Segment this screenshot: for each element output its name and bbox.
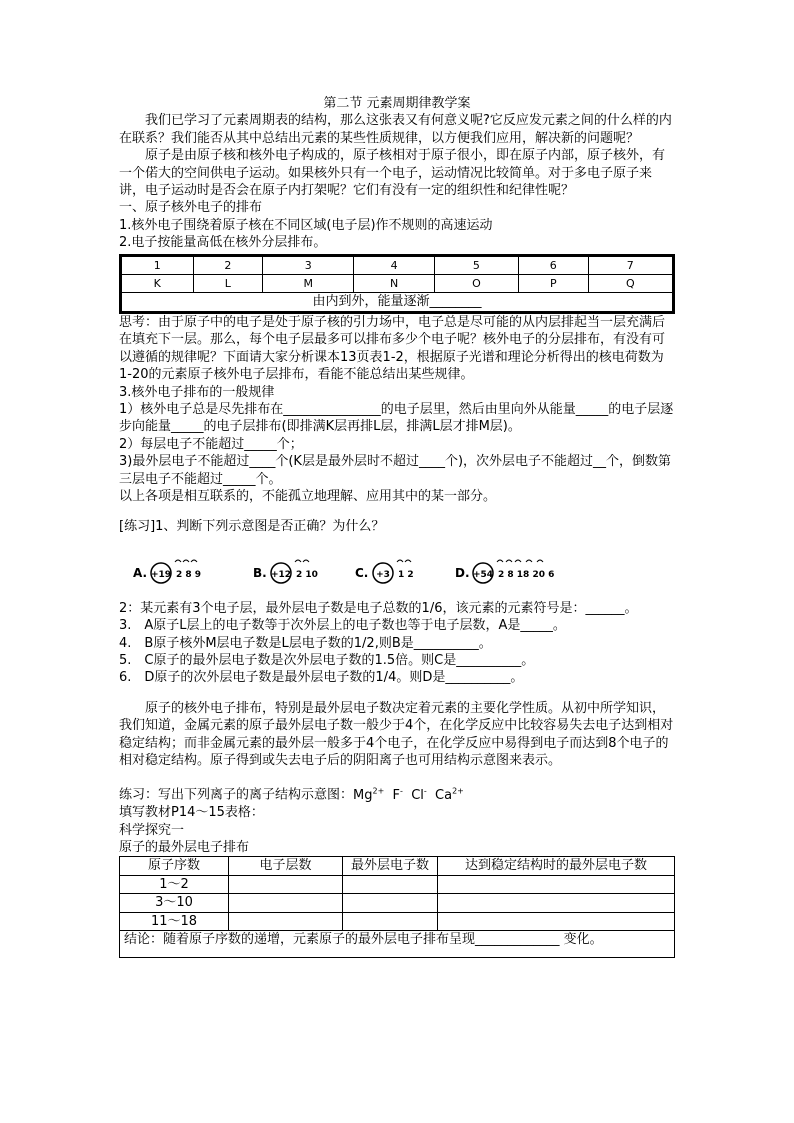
table-header: 达到稳定结构时的最外层电子数 — [438, 857, 675, 875]
exercise-line — [119, 782, 675, 804]
table-title: 原子的最外层电子排布 — [119, 839, 250, 855]
table-cell — [438, 912, 675, 930]
ion-ca: $Ca^{2+}$ — [435, 786, 464, 803]
table-cell — [229, 912, 343, 930]
table-cell — [229, 894, 343, 912]
document — [119, 95, 675, 958]
ion-mg: $Mg^{2+}$ — [353, 786, 385, 803]
table-header: 电子层数 — [229, 857, 343, 875]
ion-cl: Cl- — [411, 786, 427, 803]
shell-number: 2 — [193, 256, 263, 274]
intro-paragraph-1: 我们已学习了元素周期表的结构，那么这张表又有何意义呢?它反应发元素之间的什么样的内在联系？我们能否从其中总结出元素的某些性质规律，以方便我们应用，解决新的问题呢？ — [119, 113, 672, 146]
shell-letter: L — [193, 275, 263, 293]
shell-number: 5 — [434, 256, 518, 274]
practice-question-6: 6. D原子的次外层电子数是最外层电子数的1/4。则D是__________。 — [119, 670, 524, 686]
diagram-b — [251, 550, 341, 592]
svg-text:1 2: 1 2 — [398, 569, 414, 580]
table-cell — [343, 912, 438, 930]
svg-text:2 8 18 20 6: 2 8 18 20 6 — [498, 569, 555, 580]
rule-3: 3)最外层电子不能超过____个(K层是最外层时不超过____个)，次外层电子不能超过__个，倒数第三层电子不能超过_____个。 — [119, 454, 672, 487]
svg-text:2 10: 2 10 — [296, 569, 318, 580]
table-conclusion: 结论：随着原子序数的递增，元素原子的最外层电子排布呈现_____________ 变化。 — [120, 930, 675, 957]
section1-point3: 3.核外电子排布的一般规律 — [119, 384, 275, 400]
shell-letter: Q — [588, 275, 672, 293]
table-cell: 3～10 — [120, 894, 229, 912]
shell-number: 3 — [263, 256, 354, 274]
exercise-prefix: 练习：写出下列离子的离子结构示意图： — [119, 787, 354, 803]
rule-2: 2）每层电子不能超过_____个； — [119, 436, 303, 452]
svg-text:+3: +3 — [376, 569, 390, 580]
svg-text:+12: +12 — [270, 569, 292, 580]
svg-text:C.: C. — [355, 565, 369, 580]
diagram-a — [131, 550, 221, 592]
page-title: 第二节 元素周期律教学案 — [323, 96, 471, 111]
section1-heading: 一、原子核外电子的排布 — [119, 200, 263, 216]
svg-text:2 8 9: 2 8 9 — [176, 569, 202, 580]
ion-f: F- — [392, 786, 403, 803]
table-header: 最外层电子数 — [343, 857, 438, 875]
shell-letter: M — [263, 275, 354, 293]
explore-heading: 科学探究一 — [119, 822, 185, 838]
practice-question-1: [练习]1、判断下列示意图是否正确？为什么？ — [119, 519, 385, 535]
table-cell: 1～2 — [120, 875, 229, 893]
table-row — [120, 930, 675, 957]
think-paragraph: 思考：由于原子中的电子是处于原子核的引力场中，电子总是尽可能的从内层排起当一层充满后在填充下一层。那么，每个电子层最多可以排布多少个电子呢？核外电子的分层排布，有没有可以遵循的规律呢？下面请大家分析课本13页表1-2，根据原子光谱和理论分析得出的核电荷数为1-20的元素原子核外电子层排布，看能不能总结出某些规律。 — [119, 314, 666, 383]
shell-letter: K — [122, 275, 194, 293]
outer-electron-table — [119, 856, 675, 958]
shell-number-row — [122, 256, 673, 274]
shell-letter-row — [122, 275, 673, 293]
electron-diagrams — [119, 550, 675, 592]
shell-number: 6 — [518, 256, 588, 274]
shell-letter: O — [434, 275, 518, 293]
shell-letter: P — [518, 275, 588, 293]
practice-question-4: 4. B原子核外M层电子数是L层电子数的1/2,则B是__________。 — [119, 635, 492, 651]
table-row — [120, 894, 675, 912]
shell-number: 4 — [354, 256, 434, 274]
shell-table-footer: 由内到外，能量逐渐________ — [122, 293, 673, 311]
table-cell — [343, 875, 438, 893]
section1-point2: 2.电子按能量高低在核外分层排布。 — [119, 235, 327, 251]
rule-1: 1）核外电子总是尽先排布在_______________的电子层里，然后由里向外从能量_____的电子层逐步向能量_____的电子层排布(即排满K层再排L层，排满L层才排M层)。 — [119, 401, 674, 435]
table-cell — [229, 875, 343, 893]
practice-question-5: 5. C原子的最外层电子数是次外层电子数的1.5倍。则C是__________。 — [119, 652, 535, 668]
diagram-c — [353, 550, 433, 592]
svg-text:D.: D. — [455, 565, 470, 580]
section1-point1: 1.核外电子围绕着原子核在不同区域(电子层)作不规则的高速运动 — [119, 217, 493, 233]
table-header: 原子序数 — [120, 857, 229, 875]
paragraph-2: 原子的核外电子排布，特别是最外层电子数决定着元素的主要化学性质。从初中所学知识，我们知道，金属元素的原子最外层电子数一般少于4个，在化学反应中比较容易失去电子达到相对稳定结构；而非金属元素的最外层一般多于4个电子，在化学反应中易得到电子而达到8个电子的相对稳定结构。原子得到或失去电子后的阴阳离子也可用结构示意图来表示。 — [119, 700, 674, 768]
fill-line: 填写教材P14～15表格： — [119, 805, 264, 821]
table-cell: 11～18 — [120, 912, 229, 930]
intro-paragraph-2: 原子是由原子核和核外电子构成的，原子核相对于原子很小，即在原子内部，原子核外，有一个偌大的空间供电子运动。如果核外只有一个电子，运动情况比较简单。对于多电子原子来讲，电子运动时是否会在原子内打架呢？它们有没有一定的组织性和纪律性呢？ — [119, 148, 666, 199]
table-cell — [343, 894, 438, 912]
table-cell — [438, 875, 675, 893]
svg-text:B.: B. — [253, 565, 267, 580]
rules-note: 以上各项是相互联系的，不能孤立地理解、应用其中的某一部分。 — [119, 488, 497, 504]
practice-question-3: 3. A原子L层上的电子数等于次外层上的电子数也等于电子层数，A是_____。 — [119, 618, 566, 634]
table-row — [120, 912, 675, 930]
svg-text:A.: A. — [133, 565, 148, 580]
shell-number: 1 — [122, 256, 194, 274]
table-cell — [438, 894, 675, 912]
table-row — [120, 875, 675, 893]
svg-text:+19: +19 — [150, 569, 172, 580]
diagram-d — [453, 550, 583, 592]
shell-letter: N — [354, 275, 434, 293]
practice-question-2: 2：某元素有3个电子层，最外层电子数是电子总数的1/6，该元素的元素符号是：______。 — [119, 600, 638, 616]
table-header-row — [120, 857, 675, 875]
svg-text:+54: +54 — [472, 569, 494, 580]
shell-table — [119, 254, 675, 314]
shell-number: 7 — [588, 256, 672, 274]
